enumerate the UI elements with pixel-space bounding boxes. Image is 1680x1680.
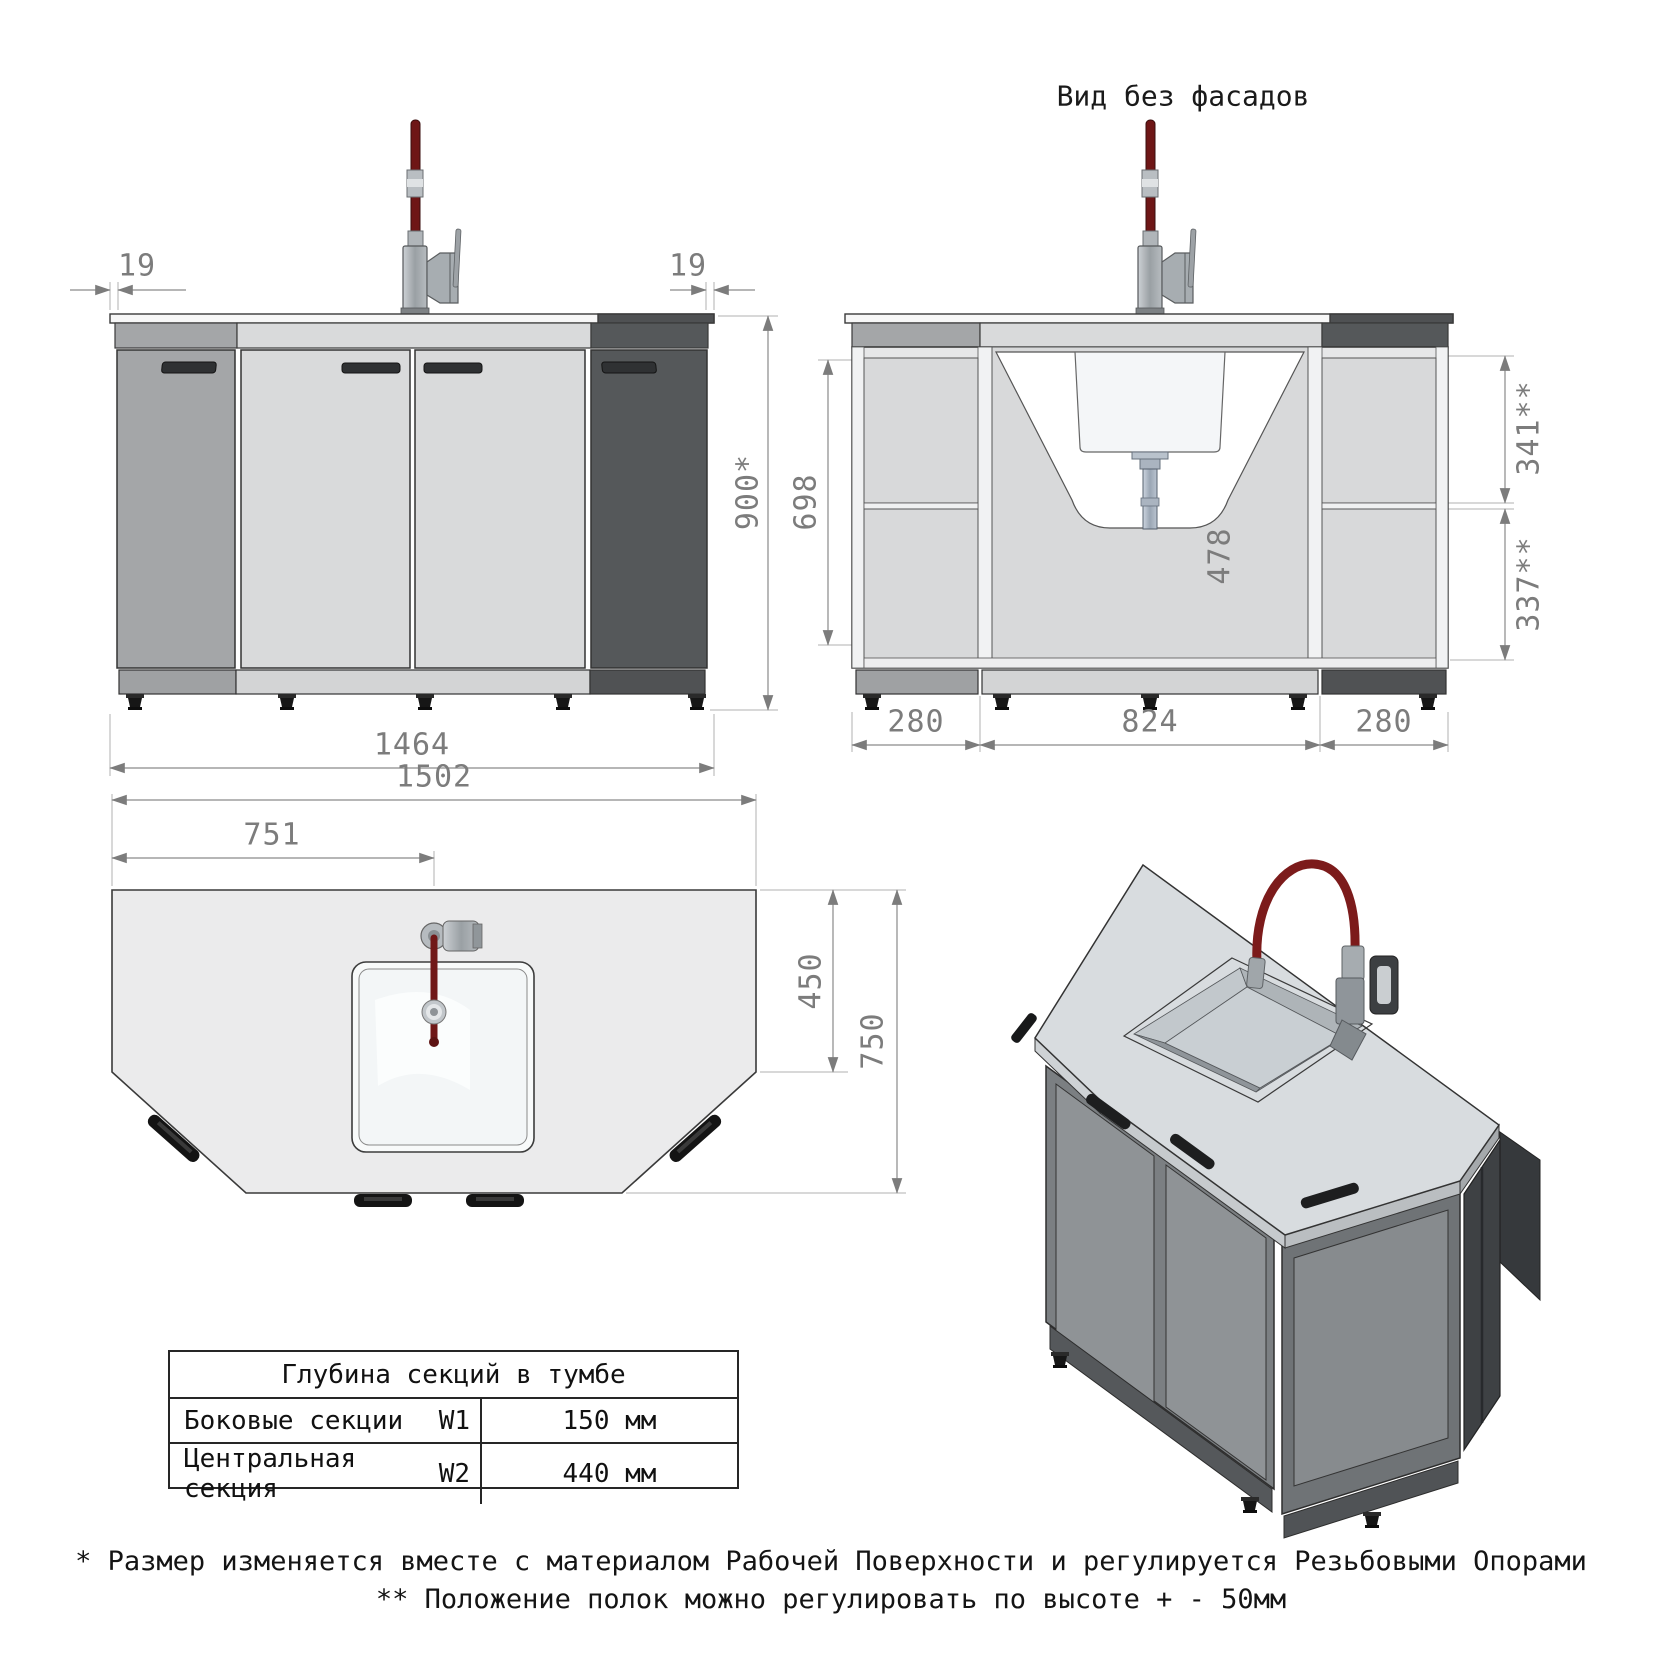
nf-divider-left [978,347,992,668]
iso-faucet-hose [1257,864,1355,962]
nf-left-section [864,358,978,660]
iso-back-side-panel [1500,1132,1540,1300]
isometric-view [1010,864,1540,1538]
row-code: W2 [438,1459,470,1489]
nf-right-upper-compartment [1322,358,1436,503]
nf-right-wall [1436,347,1448,668]
dim-top-total-width: 1502 [395,759,473,795]
dim-front-overhang-left: 19 [117,248,157,284]
nf-right-section [1322,358,1436,660]
front-view [70,120,778,776]
door-center-right [415,350,585,668]
dim-nf-lower-section: 337** [1511,536,1547,632]
nf-plinth [856,670,1446,694]
table-row [170,1397,737,1442]
front-feet [126,694,706,710]
door-right [591,350,707,668]
dim-nf-upper-section: 341** [1511,380,1547,476]
row-code: W1 [438,1405,470,1436]
no-facades-view [818,120,1514,752]
dim-nf-sink-clearance: 478 [1202,527,1238,585]
row-value: 150 мм [480,1399,737,1442]
table-row [170,1442,737,1504]
row-value: 440 мм [480,1444,737,1504]
iso-side-bracket [1010,1012,1039,1045]
front-top-rail [115,323,708,348]
iso-door-3 [1294,1210,1448,1486]
faucet-front [401,120,461,314]
nf-left-lower-compartment [864,509,978,660]
sink-plan [352,962,534,1152]
nf-divider-right [1308,347,1322,668]
nf-left-upper-compartment [864,358,978,503]
nf-top-rail [852,323,1448,348]
dim-nf-center-width: 824 [1121,704,1179,740]
row-label: Центральная секция [184,1444,357,1504]
dim-nf-interior-height: 698 [788,473,824,531]
dim-top-faucet-offset: 751 [243,817,301,853]
door-left [117,350,235,668]
dim-nf-right-width: 280 [1355,704,1413,740]
top-view [112,794,906,1207]
dim-nf-left-width: 280 [887,704,945,740]
dim-front-overhang-right: 19 [668,248,708,284]
nf-left-wall [852,347,864,668]
dim-top-depth-front: 450 [793,952,829,1010]
footnote-worktop: * Размер изменяется вместе с материалом Рабочей Поверхности и регулируется Резьбовыми Опорами [75,1546,1587,1577]
nf-right-shelf [1322,503,1436,509]
door-center-left [241,350,410,668]
nf-countertop [845,314,1453,323]
dim-top-total-depth: 750 [855,1012,891,1070]
nf-left-shelf [864,503,978,509]
table-header: Глубина секций в тумбе [281,1359,626,1390]
footnote-shelves: ** Положение полок можно регулировать по высоте + - 50мм [375,1584,1287,1615]
no-facades-title: Вид без фасадов [1056,79,1310,113]
nf-bottom-panel [864,658,1436,668]
dim-front-width: 1464 [373,727,451,763]
front-plinth [119,670,705,694]
front-countertop [110,314,714,323]
nf-right-lower-compartment [1322,509,1436,660]
row-label: Боковые секции [184,1405,404,1436]
dim-front-height: 900* [730,453,766,531]
front-doors [117,350,707,668]
faucet-no-facades [1136,120,1196,314]
section-depth-table [168,1350,739,1504]
nf-sink-bowl [1075,352,1225,452]
